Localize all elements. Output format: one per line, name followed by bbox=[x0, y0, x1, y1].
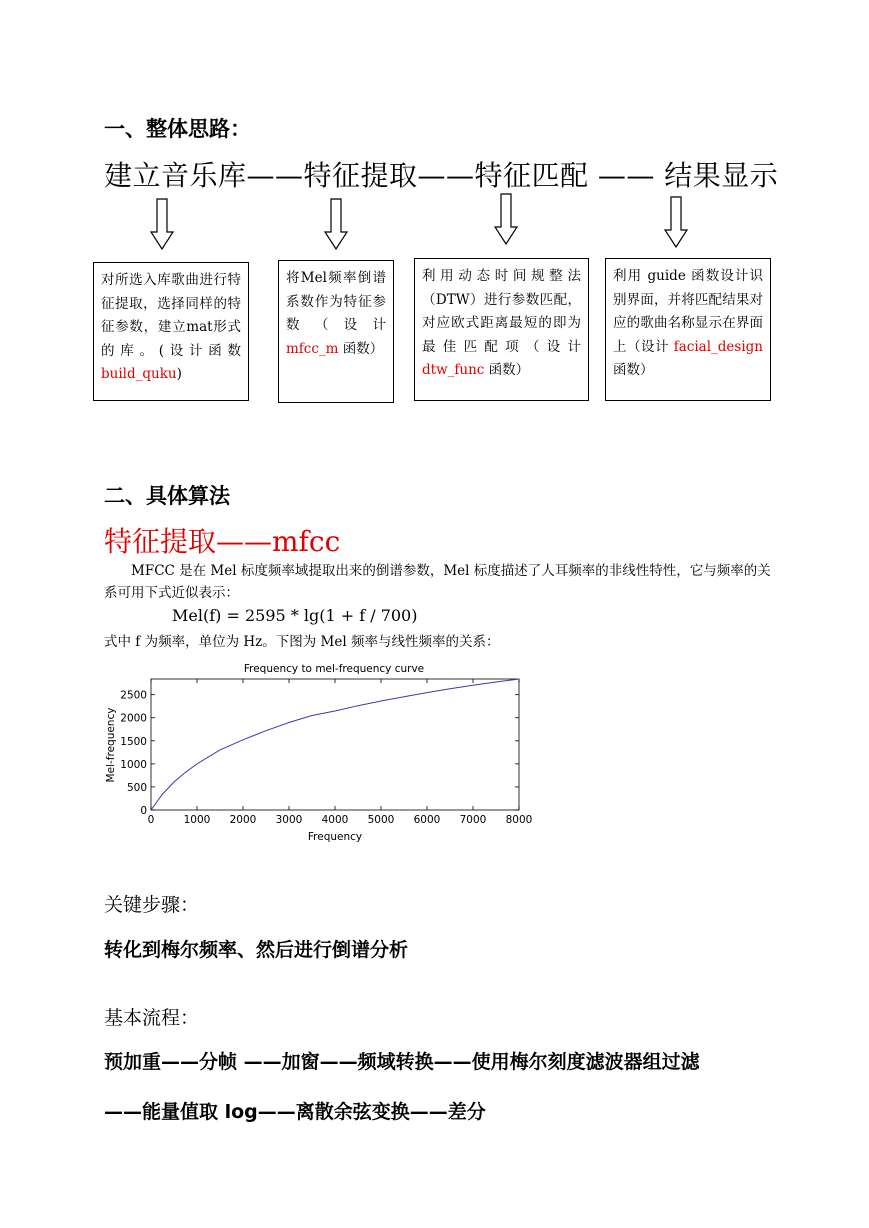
key-steps-label: 关键步骤： bbox=[104, 894, 200, 916]
y-axis-label: Mel-frequency bbox=[105, 707, 117, 783]
box-text: 对所选入库歌曲进行特征提取，选择同样的特征参数，建立mat形式的库。(设计函数 bbox=[101, 272, 241, 359]
x-tick-label: 1000 bbox=[183, 814, 211, 826]
box-text: 函数） bbox=[613, 362, 654, 378]
x-tick-label: 8000 bbox=[505, 814, 533, 826]
y-tick-label: 2500 bbox=[120, 689, 147, 702]
mel-frequency-chart bbox=[100, 656, 540, 851]
plot-area bbox=[151, 679, 519, 810]
x-tick-label: 4000 bbox=[321, 814, 349, 826]
x-tick-label: 2000 bbox=[229, 814, 257, 826]
mel-curve-line bbox=[151, 679, 519, 810]
step-box-feature-extraction bbox=[278, 260, 394, 403]
y-tick-label: 2000 bbox=[120, 712, 147, 725]
paragraph-text: MFCC 是在 Mel 标度频率域提取出来的倒谱参数，Mel 标度描述了人耳频率的非线性特性，它与频率的关系可用下式近似表示： bbox=[104, 563, 771, 601]
box-text: 利用动态时间规整法（DTW）进行参数匹配，对应欧式距离最短的即为最佳匹配项（设计 bbox=[422, 268, 581, 355]
box-text: 函数） bbox=[338, 340, 384, 357]
y-tick-label: 500 bbox=[126, 781, 147, 794]
function-name: build_quku bbox=[101, 366, 177, 382]
step-box-feature-matching bbox=[414, 258, 589, 401]
down-arrow-icon bbox=[664, 196, 688, 248]
box-text: 函数） bbox=[484, 362, 530, 378]
figure-caption: 式中 f 为频率，单位为 Hz。下图为 Mel 频率与线性频率的关系： bbox=[104, 634, 500, 650]
step-box-result-display bbox=[605, 258, 771, 401]
x-tick-label: 7000 bbox=[459, 814, 487, 826]
function-name: mfcc_m bbox=[286, 340, 339, 357]
mfcc-description bbox=[104, 560, 772, 604]
x-axis-label: Frequency bbox=[307, 831, 363, 843]
box-text: 利用 guide 函数设计识别界面，并将匹配结果对应的歌曲名称显示在界面上（设计 bbox=[613, 268, 763, 355]
function-name: facial_design bbox=[673, 338, 763, 355]
y-tick-label: 0 bbox=[140, 805, 147, 817]
x-tick-label: 5000 bbox=[367, 814, 395, 826]
overall-flow-title: 建立音乐库——特征提取——特征匹配 —— 结果显示 bbox=[104, 159, 779, 192]
mel-formula: Mel(f) = 2595 * lg(1 + f / 700) bbox=[172, 606, 418, 625]
function-name: dtw_func bbox=[422, 362, 485, 378]
step-box-build-library bbox=[93, 262, 249, 401]
down-arrow-icon bbox=[324, 198, 348, 250]
box-text: ) bbox=[176, 366, 182, 382]
y-tick-label: 1500 bbox=[120, 735, 147, 748]
x-tick-label: 0 bbox=[147, 814, 155, 826]
box-text: 将Mel频率倒谱系数作为特征参数（设计 bbox=[286, 270, 386, 333]
down-arrow-icon bbox=[150, 198, 174, 250]
x-tick-label: 6000 bbox=[413, 814, 441, 826]
section2-heading: 二、具体算法 bbox=[104, 484, 230, 508]
basic-flow-line-2: ——能量值取 log——离散余弦变换——差分 bbox=[104, 1101, 486, 1123]
down-arrow-icon bbox=[494, 193, 518, 245]
x-tick-label: 3000 bbox=[275, 814, 303, 826]
chart-title: Frequency to mel-frequency curve bbox=[243, 663, 425, 675]
basic-flow-label: 基本流程： bbox=[104, 1007, 200, 1029]
y-tick-label: 1000 bbox=[120, 758, 147, 771]
mfcc-title: 特征提取——mfcc bbox=[104, 525, 341, 558]
key-steps-text: 转化到梅尔频率、然后进行倒谱分析 bbox=[104, 939, 409, 961]
section1-heading: 一、整体思路： bbox=[104, 117, 251, 141]
basic-flow-line-1: 预加重——分帧 ——加窗——频域转换——使用梅尔刻度滤波器组过滤 bbox=[104, 1051, 700, 1073]
